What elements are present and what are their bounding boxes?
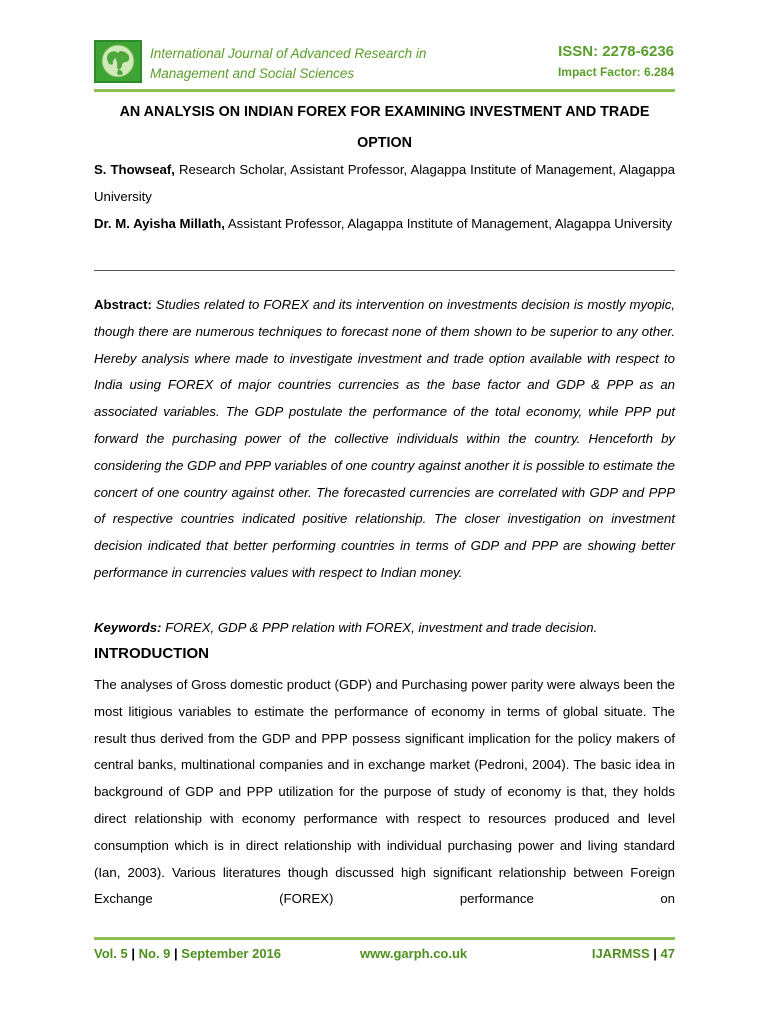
footer-separator: | (653, 946, 657, 961)
footer-divider (94, 937, 675, 940)
journal-name-line2: Management and Social Sciences (150, 66, 355, 81)
author-1-name: S. Thowseaf, (94, 162, 175, 177)
footer-issue (94, 946, 281, 961)
footer-volume: Vol. 5 (94, 946, 128, 961)
author-1-affiliation: Research Scholar, Assistant Professor, Alagappa Institute of Management, Alagappa University (94, 162, 675, 204)
author-2 (94, 211, 675, 238)
abstract-label: Abstract: (94, 297, 152, 312)
introduction-heading: INTRODUCTION (94, 645, 209, 662)
keywords-label: Keywords: (94, 620, 162, 635)
footer-page (592, 946, 675, 961)
footer-number: No. 9 (138, 946, 171, 961)
journal-header (94, 40, 674, 88)
impact-factor: Impact Factor: 6.284 (557, 65, 674, 79)
keywords (94, 615, 675, 642)
authors-divider (94, 270, 675, 271)
keywords-text: FOREX, GDP & PPP relation with FOREX, investment and trade decision. (161, 620, 598, 635)
author-2-affiliation: Assistant Professor, Alagappa Institute of Management, Alagappa University (224, 215, 673, 231)
page-number: 47 (660, 946, 675, 961)
journal-name-line1: International Journal of Advanced Research in (150, 46, 427, 61)
paper-title: AN ANALYSIS ON INDIAN FOREX FOR EXAMINING INVESTMENT AND TRADE OPTION (119, 104, 650, 151)
abstract-text: Studies related to FOREX and its intervention on investments decision is mostly myopic, though there are numerous techniques to forecast none of them shown to be superior to any other. Hereby analysis where made to investigate investment and trade option available with respect to India using FOREX of major countries currencies as the base factor and GDP & PPP as an associated variables. The GDP postulate the performance of the total economy, while PPP put forward the purchasing power of the collective individuals within the country. Henceforth by considering the GDP and PPP variables of one country against another it is possible to estimate the concert of one country against other. The forecasted currencies are correlated with GDP and PPP of respective countries indicated positive relationship. The closer investigation on investment decision indicated that better performing countries in terms of GDP and PPP are showing better performance in currencies values with respect to Indian money. (94, 297, 675, 580)
abstract (94, 292, 675, 587)
introduction-text: The analyses of Gross domestic product (GDP) and Purchasing power parity were always been the most litigious variables to estimate the performance of economy in terms of global situate. The result thus derived from the GDP and PPP possess significant implication for the policy makers of central banks, multinational companies and in exchange market (Pedroni, 2004). The basic idea in background of GDP and PPP utilization for the purpose of study of economy is that, they holds direct relationship with economy performance with respect to resources produced and level consumption which is in direct relationship with individual purchasing power and living standard (Ian, 2003). Various literatures though discussed high significant relationship between Foreign Exchange (FOREX) performance on (94, 677, 675, 907)
journal-name (150, 44, 426, 84)
header-divider (94, 89, 675, 92)
footer-separator: | (131, 946, 135, 961)
footer-separator: | (174, 946, 178, 961)
issn: ISSN: 2278-6236 (558, 43, 674, 60)
globe-logo-icon (94, 40, 142, 83)
footer-website-link[interactable]: www.garph.co.uk (360, 946, 468, 961)
authors-block (94, 157, 675, 237)
footer-journal-abbr: IJARMSS (591, 946, 650, 961)
footer-date: September 2016 (181, 946, 282, 961)
author-1 (94, 157, 675, 211)
author-2-name: Dr. M. Ayisha Millath, (94, 215, 225, 231)
